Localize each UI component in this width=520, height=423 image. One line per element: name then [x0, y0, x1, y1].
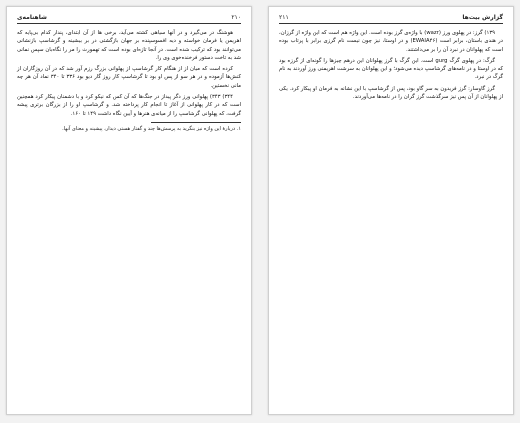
page-number: ۲۱۱ — [279, 13, 289, 21]
footnote: ۱. دربارهٔ این واژه نیز بنگرید به پرسش‌ها چند و گفتار هستی دیدار، پیشینه و معنای آنها. — [62, 125, 241, 132]
footnote-divider — [151, 122, 241, 123]
page-number: ۲۱۰ — [231, 13, 241, 21]
right-page-body — [279, 29, 503, 101]
paragraph: هوشنگ در می‌گیرد و در آنها سیاهی کشته می‌آید، برخی ها از آن ابتدای، پندار کدام بی‌پایه که اهریمن یا فرمان خواسته و دیه افسوسپنده بر جهان بازگشتی در بر بیشینه و گرشاسپ بازنشانی می‌توانند بود که ترکیب شده است. در آنجا تازه‌ای بوده است که تهمورث را مر را نگاه‌بان سپس نمانی شد به تاخت دستور فرخنده‌خوی وی را. — [17, 30, 241, 61]
paragraph: ۳۴۴) ۳۴۳) پهلوانی ورز دگر پیداز در جنگ‌ها که آن کس که نیکو کرد و با دشمنان پیکار کرد همچنین است که در کار پهلوانی از آغاز تا انجام کار پرداخته شد. و گرشاسپ او را از بزرگان برتری پیشه گرفت، که پهلوانی گرشاسپ را از میانه‌ی هنرها و آیین نگاه داشت ۱۴۹ تا ۱۶۰. — [17, 94, 241, 117]
paragraph: ۱۳۹) گرز: در پهلوی ورز (wazr) با واژه‌ی گرز بوده است. این واژه هم است که این واژه از گرزان، در هندی باستان، برابر است (EWAIA۴۶) و در اوستا، نیز چون نیست نام گرزی برابر با پرتاب بوده است که پهلوانان در نبرد آن را بر می‌داشتند. — [279, 30, 503, 53]
running-title: شاهنامه‌ی — [17, 13, 47, 21]
right-page — [268, 6, 514, 415]
paragraph: کرده است که میان از از هنگام کار گرشاسپ از پهلوانی بزرگ رزم آور شد که در آن روزگاران از کنش‌ها آزموده و در هر سو از پس او بود تا گرشاسپ کار روز گار دیو بود ۳۳۶ تا ۳۴۰ نماد آن هر چه مانی نخستین. — [17, 66, 241, 89]
paragraph: گرز گاوسار: گرز فریدون به سر گاو بود، پس از گرشاسپ با این نشانه به فرمان او پیکار کرد. یکی از پهلوانان از آن پس نیز سرگذشت گرز گران را در نامه‌ها می‌آوردند. — [279, 85, 503, 101]
left-page-header — [17, 13, 241, 24]
paragraph: گرگ: در پهلوی گرگ gurg است. این گرگ با گرز پهلوانان این درهم چیزها را گونه‌ای از گرزه بود که در اوستا و در نامه‌های گرشاسپ دیده می‌شود؛ و این پهلوانان به سرشت اهریمنی ورز آوردند به نام گرگ در نبرد. — [279, 57, 503, 81]
left-page-body — [17, 29, 241, 118]
running-title: گزارش بیت‌ها — [462, 13, 503, 21]
right-page-header — [279, 13, 503, 24]
left-page — [6, 6, 252, 415]
